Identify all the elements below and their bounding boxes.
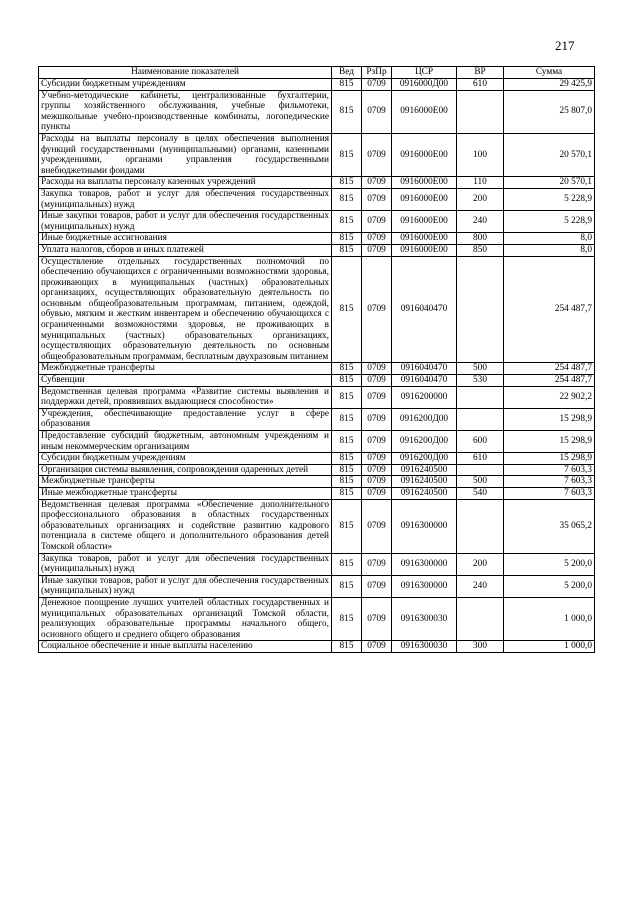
row-rzpr: 0709 <box>362 386 392 408</box>
row-csr: 0916000Е00 <box>392 244 457 256</box>
row-rzpr: 0709 <box>362 487 392 499</box>
row-name: Ведомственная целевая программа «Развитие системы выявления и поддержки детей, проявивших выдающиеся способности» <box>39 386 332 408</box>
row-sum: 20 570,1 <box>504 133 595 176</box>
row-ved: 815 <box>332 79 362 91</box>
row-sum: 15 298,9 <box>504 408 595 430</box>
row-csr: 0916300030 <box>392 597 457 640</box>
row-sum: 7 603,3 <box>504 487 595 499</box>
row-name: Учебно-методические кабинеты, централизованные бухгалтерии, группы хозяйственного обслуживания, учебные фильмотеки, межшкольные учебно-производственные комбинаты, логопедические пункты <box>39 90 332 133</box>
row-rzpr: 0709 <box>362 553 392 575</box>
row-ved: 815 <box>332 256 362 363</box>
row-vr <box>457 256 504 363</box>
row-rzpr: 0709 <box>362 256 392 363</box>
row-vr: 600 <box>457 431 504 453</box>
row-ved: 815 <box>332 431 362 453</box>
table-row <box>39 211 595 233</box>
row-csr: 0916040470 <box>392 375 457 387</box>
row-sum: 7 603,3 <box>504 464 595 476</box>
row-ved: 815 <box>332 464 362 476</box>
row-name: Денежное поощрение лучших учителей областных государственных и муниципальных образовательных организаций Томской области, реализующих образовательные программы начального общего, основного общего и среднего общего образования <box>39 597 332 640</box>
row-vr: 500 <box>457 476 504 488</box>
row-vr: 850 <box>457 244 504 256</box>
row-name: Межбюджетные трансферты <box>39 476 332 488</box>
row-csr: 0916000Е00 <box>392 211 457 233</box>
row-ved: 815 <box>332 499 362 553</box>
row-name: Межбюджетные трансферты <box>39 363 332 375</box>
row-name: Уплата налогов, сборов и иных платежей <box>39 244 332 256</box>
table-row <box>39 133 595 176</box>
row-csr: 0916300000 <box>392 575 457 597</box>
row-csr: 0916000Е00 <box>392 177 457 189</box>
row-csr: 0916200Д00 <box>392 453 457 465</box>
row-rzpr: 0709 <box>362 641 392 653</box>
row-sum: 1 000,0 <box>504 641 595 653</box>
row-csr: 0916300000 <box>392 499 457 553</box>
row-sum: 5 200,0 <box>504 575 595 597</box>
row-name: Ведомственная целевая программа «Обеспечение дополнительного профессионального образования в областных государственных образовательных организациях и содействие развитию кадрового потенциала в системе общего и дополнительного образования детей Томской области» <box>39 499 332 553</box>
row-ved: 815 <box>332 641 362 653</box>
row-name: Социальное обеспечение и иные выплаты населению <box>39 641 332 653</box>
row-csr: 0916000Е00 <box>392 90 457 133</box>
row-ved: 815 <box>332 575 362 597</box>
row-vr: 540 <box>457 487 504 499</box>
row-ved: 815 <box>332 386 362 408</box>
row-csr: 0916240500 <box>392 464 457 476</box>
row-rzpr: 0709 <box>362 597 392 640</box>
row-rzpr: 0709 <box>362 476 392 488</box>
row-sum: 8,0 <box>504 244 595 256</box>
row-vr: 110 <box>457 177 504 189</box>
row-csr: 0916000Е00 <box>392 133 457 176</box>
row-name: Осуществление отдельных государственных полномочий по обеспечению обучающихся с ограниченными возможностями здоровья, проживающих в муниципальных (частных) образовательных организациях, осуществляющих образовательную деятельность по основным общеобразовательным программам, питанием, одеждой, обувью, мягким и жестким инвентарем и обеспечению обучающихся с ограниченными возможностями здоровья, не проживающих в муниципальных (частных) образовательных организациях, осуществляющих образовательную деятельность по основным общеобразовательным программам, бесплатным двухразовым питанием <box>39 256 332 363</box>
row-rzpr: 0709 <box>362 244 392 256</box>
table-row <box>39 453 595 465</box>
row-name: Иные закупки товаров, работ и услуг для обеспечения государственных (муниципальных) нужд <box>39 211 332 233</box>
table-row <box>39 256 595 363</box>
table-row <box>39 188 595 210</box>
table-row <box>39 244 595 256</box>
table-row <box>39 408 595 430</box>
row-ved: 815 <box>332 375 362 387</box>
header-name: Наименование показателей <box>39 67 332 79</box>
row-csr: 0916200000 <box>392 386 457 408</box>
row-sum: 8,0 <box>504 233 595 245</box>
table-row <box>39 375 595 387</box>
row-name: Учреждения, обеспечивающие предоставление услуг в сфере образования <box>39 408 332 430</box>
row-csr: 0916300030 <box>392 641 457 653</box>
row-sum: 1 000,0 <box>504 597 595 640</box>
row-sum: 35 065,2 <box>504 499 595 553</box>
row-ved: 815 <box>332 244 362 256</box>
row-name: Предоставление субсидий бюджетным, автономным учреждениям и иным некоммерческим организациям <box>39 431 332 453</box>
row-sum: 254 487,7 <box>504 256 595 363</box>
table-row <box>39 553 595 575</box>
table-row <box>39 386 595 408</box>
row-ved: 815 <box>332 553 362 575</box>
row-vr: 240 <box>457 575 504 597</box>
row-csr: 0916240500 <box>392 476 457 488</box>
table-row <box>39 575 595 597</box>
page-number: 217 <box>555 38 575 53</box>
row-ved: 815 <box>332 90 362 133</box>
row-vr <box>457 597 504 640</box>
row-vr: 530 <box>457 375 504 387</box>
row-rzpr: 0709 <box>362 79 392 91</box>
row-csr: 0916300000 <box>392 553 457 575</box>
row-vr <box>457 408 504 430</box>
header-vr: ВР <box>457 67 504 79</box>
row-vr <box>457 90 504 133</box>
row-sum: 5 228,9 <box>504 188 595 210</box>
row-ved: 815 <box>332 408 362 430</box>
row-rzpr: 0709 <box>362 464 392 476</box>
row-vr <box>457 464 504 476</box>
row-sum: 15 298,9 <box>504 431 595 453</box>
row-rzpr: 0709 <box>362 188 392 210</box>
row-vr <box>457 386 504 408</box>
row-vr: 200 <box>457 553 504 575</box>
row-ved: 815 <box>332 211 362 233</box>
row-rzpr: 0709 <box>362 453 392 465</box>
header-sum: Сумма <box>504 67 595 79</box>
row-sum: 15 298,9 <box>504 453 595 465</box>
row-name: Организация системы выявления, сопровождения одаренных детей <box>39 464 332 476</box>
table-row <box>39 79 595 91</box>
row-ved: 815 <box>332 487 362 499</box>
row-rzpr: 0709 <box>362 90 392 133</box>
table-row <box>39 177 595 189</box>
table-row <box>39 476 595 488</box>
row-rzpr: 0709 <box>362 375 392 387</box>
row-name: Закупка товаров, работ и услуг для обеспечения государственных (муниципальных) нужд <box>39 553 332 575</box>
row-rzpr: 0709 <box>362 408 392 430</box>
row-ved: 815 <box>332 188 362 210</box>
row-sum: 7 603,3 <box>504 476 595 488</box>
row-vr: 100 <box>457 133 504 176</box>
row-rzpr: 0709 <box>362 363 392 375</box>
table-row <box>39 233 595 245</box>
row-ved: 815 <box>332 476 362 488</box>
row-rzpr: 0709 <box>362 431 392 453</box>
row-rzpr: 0709 <box>362 177 392 189</box>
row-ved: 815 <box>332 233 362 245</box>
row-name: Субвенции <box>39 375 332 387</box>
row-rzpr: 0709 <box>362 211 392 233</box>
row-sum: 25 807,0 <box>504 90 595 133</box>
table-row <box>39 597 595 640</box>
row-csr: 0916040470 <box>392 256 457 363</box>
row-csr: 0916040470 <box>392 363 457 375</box>
row-rzpr: 0709 <box>362 133 392 176</box>
table-row <box>39 641 595 653</box>
row-sum: 22 902,2 <box>504 386 595 408</box>
header-rzpr: РзПр <box>362 67 392 79</box>
row-sum: 254 487,7 <box>504 375 595 387</box>
row-vr <box>457 499 504 553</box>
row-name: Субсидии бюджетным учреждениям <box>39 79 332 91</box>
table-row <box>39 90 595 133</box>
row-sum: 5 228,9 <box>504 211 595 233</box>
row-vr: 610 <box>457 453 504 465</box>
row-name: Расходы на выплаты персоналу в целях обеспечения выполнения функций государственными (муниципальными) органами, казенными учреждениями, органами управления государственными внебюджетными фондами <box>39 133 332 176</box>
row-vr: 500 <box>457 363 504 375</box>
row-name: Иные бюджетные ассигнования <box>39 233 332 245</box>
row-vr: 610 <box>457 79 504 91</box>
row-csr: 0916200Д00 <box>392 431 457 453</box>
table-header-row <box>39 67 595 79</box>
row-sum: 20 570,1 <box>504 177 595 189</box>
row-vr: 240 <box>457 211 504 233</box>
row-csr: 0916240500 <box>392 487 457 499</box>
row-name: Расходы на выплаты персоналу казенных учреждений <box>39 177 332 189</box>
table-row <box>39 487 595 499</box>
row-rzpr: 0709 <box>362 499 392 553</box>
table-row <box>39 431 595 453</box>
row-name: Субсидии бюджетным учреждениям <box>39 453 332 465</box>
row-csr: 0916200Д00 <box>392 408 457 430</box>
table-row <box>39 464 595 476</box>
row-name: Закупка товаров, работ и услуг для обеспечения государственных (муниципальных) нужд <box>39 188 332 210</box>
row-vr: 300 <box>457 641 504 653</box>
header-csr: ЦСР <box>392 67 457 79</box>
row-sum: 29 425,9 <box>504 79 595 91</box>
row-sum: 254 487,7 <box>504 363 595 375</box>
table-row <box>39 499 595 553</box>
table-body <box>39 79 595 653</box>
row-ved: 815 <box>332 363 362 375</box>
table-row <box>39 363 595 375</box>
row-csr: 0916000Е00 <box>392 233 457 245</box>
row-ved: 815 <box>332 597 362 640</box>
row-vr: 800 <box>457 233 504 245</box>
row-csr: 0916000Е00 <box>392 188 457 210</box>
row-ved: 815 <box>332 177 362 189</box>
row-vr: 200 <box>457 188 504 210</box>
row-rzpr: 0709 <box>362 233 392 245</box>
row-rzpr: 0709 <box>362 575 392 597</box>
header-ved: Вед <box>332 67 362 79</box>
row-ved: 815 <box>332 133 362 176</box>
row-sum: 5 200,0 <box>504 553 595 575</box>
budget-table <box>38 66 595 653</box>
row-name: Иные закупки товаров, работ и услуг для обеспечения государственных (муниципальных) нужд <box>39 575 332 597</box>
row-csr: 0916000Д00 <box>392 79 457 91</box>
row-ved: 815 <box>332 453 362 465</box>
row-name: Иные межбюджетные трансферты <box>39 487 332 499</box>
